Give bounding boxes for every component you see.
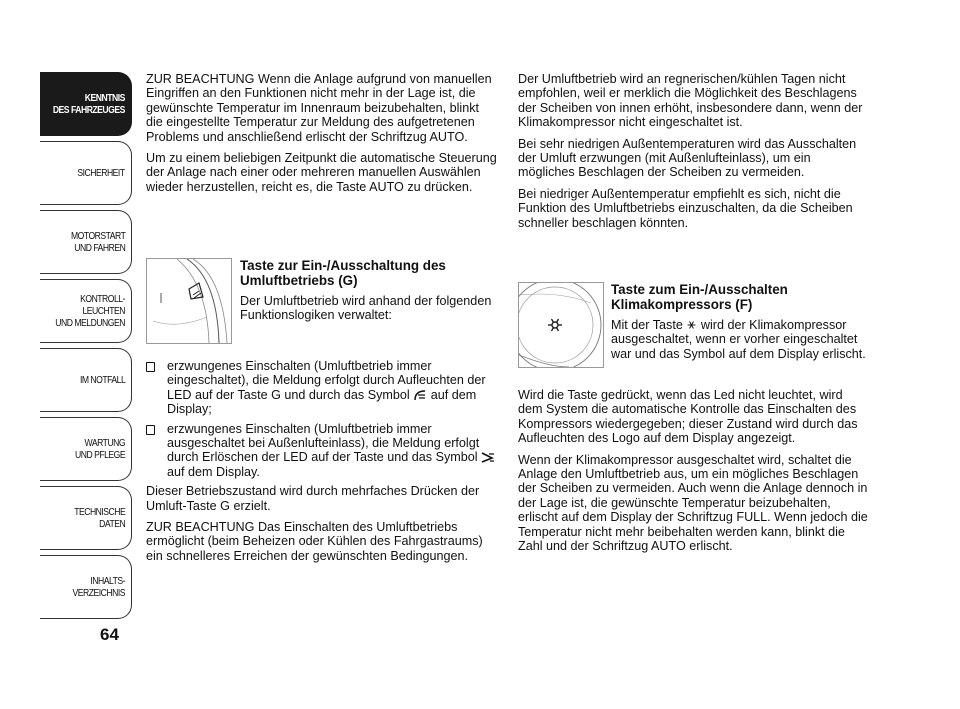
- paragraph: Der Umluftbetrieb wird an regnerischen/kühlen Tagen nicht empfohlen, weil er merklich die Möglichkeit des Beschlagens der Scheiben von innen erhöht, insbesondere dann, wenn der Klimakompressor nicht eingeschaltet ist.: [518, 72, 863, 130]
- tab-wartung[interactable]: [40, 417, 132, 481]
- ac-section: [611, 282, 870, 368]
- paragraph-text: wird der Klimakompressor ausgeschaltet, wenn er vorher eingeschaltet war und das Symbol auf dem Display erlischt.: [611, 318, 866, 361]
- tab-sicherheit[interactable]: [40, 141, 132, 205]
- left-column: [146, 72, 498, 201]
- section-heading-ac: Taste zum Ein-/Ausschalten Klimakompressors (F): [611, 282, 788, 312]
- section-heading-recirculation: Taste zur Ein-/Ausschaltung des Umluftbetriebs (G): [240, 258, 446, 288]
- list-item-text: erzwungenes Einschalten (Umluftbetrieb immer ausgeschaltet bei Außenlufteinlass), die Meldung erfolgt durch Erlöschen der LED auf der Taste und das Symbol: [167, 421, 480, 465]
- ac-button-icon: [519, 283, 603, 367]
- list-item: [146, 422, 498, 480]
- tab-label: KENNTNIS DES FAHRZEUGES: [52, 92, 125, 116]
- tab-label: SICHERHEIT: [77, 167, 125, 179]
- paragraph: Der Umluftbetrieb wird anhand der folgenden Funktionslogiken verwaltet:: [240, 294, 492, 323]
- list-item-text: erzwungenes Einschalten (Umluftbetrieb immer eingeschaltet), die Meldung erfolgt durch Aufleuchten der LED auf der Taste G und durch das Symbol: [167, 359, 486, 402]
- tab-technische-daten[interactable]: [40, 486, 132, 550]
- tab-label: KONTROLL- LEUCHTEN UND MELDUNGEN: [55, 293, 125, 329]
- recirculation-section: [240, 258, 498, 330]
- tab-inhaltsverzeichnis[interactable]: [40, 555, 132, 619]
- left-column-lower: [146, 359, 498, 570]
- tab-im-notfall[interactable]: [40, 348, 132, 412]
- tab-label: TECHNISCHE DATEN: [73, 506, 125, 530]
- paragraph: Dieser Betriebszustand wird durch mehrfaches Drücken der Umluft-Taste G erzielt.: [146, 484, 480, 513]
- right-column-lower: [518, 388, 870, 560]
- snowflake-icon: [686, 319, 697, 331]
- note-paragraph: ZUR BEACHTUNG Das Einschalten des Umluftbetriebs ermöglicht (beim Beheizen oder Kühlen des Fahrgastraums) ein schnelleres Erreichen der gewünschten Bedingungen.: [146, 520, 483, 563]
- recirculation-button-icon: [147, 259, 231, 343]
- list-item-text: auf dem Display;: [167, 387, 477, 417]
- outside-air-icon: [481, 451, 495, 463]
- tab-kontrollleuchten[interactable]: [40, 279, 132, 343]
- list-item-text: auf dem Display.: [167, 464, 260, 479]
- paragraph: Bei niedriger Außentemperatur empfiehlt es sich, nicht die Funktion des Umluftbetriebs einzuschalten, da die Scheiben schneller beschlagen könnten.: [518, 186, 853, 230]
- page-number: 64: [100, 625, 119, 644]
- tab-kenntnis[interactable]: [40, 72, 132, 136]
- paragraph: Wird die Taste gedrückt, wenn das Led nicht leuchtet, wird dem System die automatische Kontrolle das Einschalten des Kompressors wiedergegeben; dieser Zustand wird durch das Aufleuchten des Logo auf dem Display angezeigt.: [518, 388, 858, 446]
- tab-label: MOTORSTART UND FAHREN: [70, 230, 125, 254]
- checkbox-bullet-icon: [146, 362, 155, 372]
- list-item: [146, 359, 498, 417]
- ac-button-illustration: [518, 282, 604, 368]
- right-column: [518, 72, 870, 237]
- checkbox-bullet-icon: [146, 425, 155, 435]
- paragraph-text: Mit der Taste: [611, 318, 683, 332]
- paragraph: Wenn der Klimakompressor ausgeschaltet wird, schaltet die Anlage den Umluftbetrieb aus, um ein mögliches Beschlagen der Scheiben zu vermeiden. Auch wenn die Anlage dennoch in der Lage ist, die gewünschte Temperatur beizubehalten, erlischt auf dem Display der Schriftzug FULL. Wenn jedoch die Temperatur nicht mehr beibehalten werden kann, blinkt die Zahl und der Schriftzug AUTO erlischt.: [518, 452, 868, 554]
- paragraph: [611, 318, 870, 361]
- recirculation-on-icon: [413, 389, 427, 401]
- paragraph: Bei sehr niedrigen Außentemperaturen wird das Ausschalten der Umluft erzwungen (mit Außenlufteinlass), um ein mögliches Beschlagen der Scheiben zu vermeiden.: [518, 136, 857, 180]
- recirculation-button-illustration: [146, 258, 232, 344]
- paragraph: Um zu einem beliebigen Zeitpunkt die automatische Steuerung der Anlage nach einer oder mehreren manuellen Auswählen wieder herzustellen, reicht es, die Taste AUTO zu drücken.: [146, 151, 497, 194]
- tab-label: WARTUNG UND PFLEGE: [74, 437, 125, 461]
- tab-label: INHALTS- VERZEICHNIS: [72, 575, 125, 599]
- tab-label: IM NOTFALL: [79, 374, 125, 386]
- tab-motorstart[interactable]: [40, 210, 132, 274]
- note-paragraph: ZUR BEACHTUNG Wenn die Anlage aufgrund von manuellen Eingriffen an den Funktionen nicht mehr in der Lage ist, die gewünschte Temperatur im Innenraum beizubehalten, blinkt die eingestellte Temperatur zur Meldung des aufgetretenen Problems und anschließend erlischt der Schriftzug AUTO.: [146, 72, 492, 144]
